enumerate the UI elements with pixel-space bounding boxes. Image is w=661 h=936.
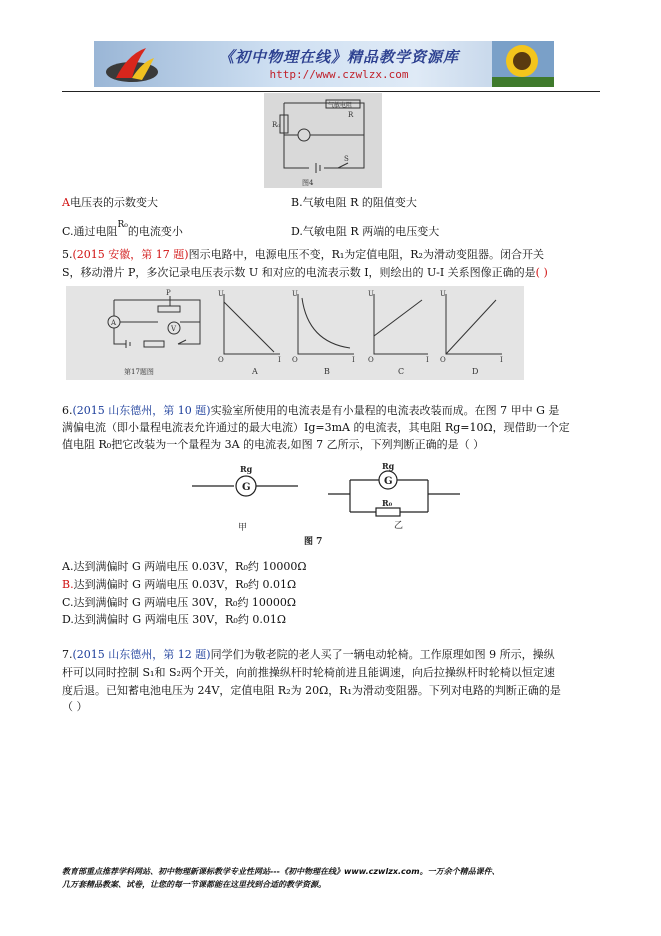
svg-text:O: O bbox=[218, 356, 224, 364]
galvanometer-g-yi: G bbox=[384, 476, 393, 487]
q6-line-2: 满偏电流（即小量程电流表允许通过的最大电流）Ig=3mA 的电流表，其电阻 Rg=10Ω，现借助一个定 bbox=[62, 421, 570, 434]
svg-text:O: O bbox=[292, 356, 298, 364]
q6-option-b: B.达到满偏时 G 两端电压 0.03V，R₀约 0.01Ω bbox=[62, 578, 297, 591]
q6-option-a: A.达到满偏时 G 两端电压 0.03V，R₀约 10000Ω bbox=[62, 560, 307, 573]
fig7-caption: 图 7 bbox=[304, 537, 323, 547]
q6-circuit-diagram bbox=[188, 460, 466, 556]
q4-option-a: A电压表的示数变大 bbox=[62, 196, 158, 209]
q5-circuit-and-graphs bbox=[66, 286, 524, 380]
fig4-r0-label: R₀ bbox=[272, 121, 281, 129]
header-divider bbox=[62, 91, 600, 92]
svg-text:I: I bbox=[278, 356, 281, 364]
svg-text:O: O bbox=[440, 356, 446, 364]
fig4-sensor-label: 气敏电阻 bbox=[328, 102, 353, 109]
svg-text:U: U bbox=[218, 290, 224, 298]
fig4-r-label: R bbox=[348, 111, 354, 119]
graph-c bbox=[368, 290, 429, 376]
q5-line-1: 5.(2015 安徽，第 17 题)图示电路中，电源电压不变，R₁为定值电阻，R₂为滑动变阻器。闭合开关 bbox=[62, 248, 544, 261]
svg-text:I: I bbox=[352, 356, 355, 364]
svg-text:U: U bbox=[292, 290, 298, 298]
q7-line-3: 度后退。已知蓄电池电压为 24V，定值电阻 R₂为 20Ω，R₁为滑动变阻器。下列对电路的判断正确的是 bbox=[62, 684, 561, 697]
fig4-caption: 图4 bbox=[302, 179, 314, 187]
rg-label-yi: Rg bbox=[382, 461, 395, 471]
q5-fig-caption: 第17题图 bbox=[124, 368, 154, 376]
voltmeter-icon: V bbox=[171, 325, 177, 333]
q7-line-1: 7.(2015 山东德州，第 12 题)同学们为敬老院的老人买了一辆电动轮椅。工作原理如图 9 所示，操纵 bbox=[62, 648, 555, 661]
banner-url[interactable]: http://www.czwlzx.com bbox=[269, 68, 409, 81]
svg-text:I: I bbox=[426, 356, 429, 364]
footer-line-2: 几万套精品教案、试卷，让您的每一节课都能在这里找到合适的教学资源。 bbox=[62, 880, 326, 889]
slider-p-label: P bbox=[166, 289, 171, 297]
graph-d-label: D bbox=[472, 367, 479, 376]
q6-line-3: 值电阻 R₀把它改装为一个量程为 3A 的电流表,如图 7 乙所示，下列判断正确的是（ ） bbox=[62, 438, 485, 451]
footer-line-1: 教育部重点推荐学科网站、初中物理新课标教学专业性网站---《初中物理在线》www.czwlzx.com。一万余个精品课件、 bbox=[62, 867, 500, 876]
rg-label-jia: Rg bbox=[240, 464, 253, 474]
svg-text:O: O bbox=[368, 356, 374, 364]
q6-figure bbox=[188, 460, 466, 556]
galvanometer-g-jia: G bbox=[242, 482, 251, 493]
svg-text:I: I bbox=[500, 356, 503, 364]
graph-b-label: B bbox=[324, 367, 330, 376]
graph-c-label: C bbox=[398, 367, 405, 376]
q6-option-d: D.达到满偏时 G 两端电压 30V，R₀约 0.01Ω bbox=[62, 613, 286, 626]
svg-text:U: U bbox=[440, 290, 446, 298]
q5-figure bbox=[66, 286, 524, 380]
q6-line-1: 6.(2015 山东德州，第 10 题)实验室所使用的电流表是有小量程的电流表改装而成。在图 7 甲中 G 是 bbox=[62, 404, 560, 417]
graph-a-label: A bbox=[252, 367, 258, 376]
site-logo bbox=[102, 44, 162, 86]
banner-title: 《初中物理在线》精品教学资源库 bbox=[218, 48, 459, 66]
ammeter-icon: A bbox=[111, 319, 117, 327]
r0-label-yi: R₀ bbox=[382, 498, 393, 508]
graph-d bbox=[440, 290, 503, 376]
q4-option-b: B.气敏电阻 R 的阻值变大 bbox=[291, 196, 417, 209]
q7-line-2: 杆可以同时控制 S₁和 S₂两个开关，向前推操纵杆时轮椅前进且能调速，向后拉操纵杆时轮椅以恒定速 bbox=[62, 666, 555, 679]
circuit-diagram bbox=[264, 93, 382, 188]
svg-text:U: U bbox=[368, 290, 374, 298]
q4-option-c: C.通过电阻$^{R_0}$的电流变小 bbox=[62, 220, 183, 238]
sunflower-image bbox=[492, 41, 554, 87]
q6-option-c: C.达到满偏时 G 两端电压 30V，R₀约 10000Ω bbox=[62, 596, 297, 609]
q4-option-d: D.气敏电阻 R 两端的电压变大 bbox=[291, 225, 440, 238]
figure-4-circuit bbox=[264, 93, 382, 188]
q7-line-4: （ ） bbox=[62, 700, 88, 713]
fig4-switch-label: S bbox=[344, 155, 349, 163]
graph-b bbox=[292, 290, 355, 376]
header-banner bbox=[94, 41, 554, 87]
fig-jia-label: 甲 bbox=[238, 523, 248, 533]
graph-a bbox=[218, 290, 281, 376]
q5-line-2: S，移动滑片 P，多次记录电压表示数 U 和对应的电流表示数 I，则绘出的 U-I 关系图像正确的是( ) bbox=[62, 266, 548, 279]
fig-yi-label: 乙 bbox=[394, 521, 404, 531]
